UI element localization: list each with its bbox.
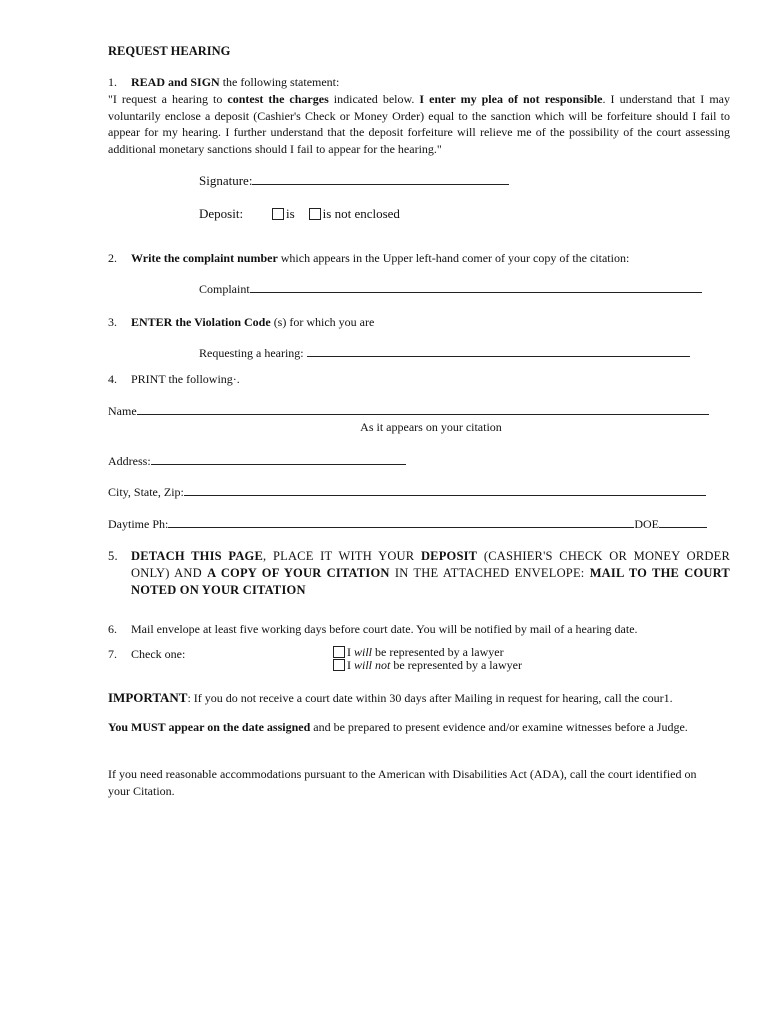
section-5-instructions: 5. DETACH THIS PAGE, PLACE IT WITH YOUR DEPOSIT (CASHIER'S CHECK OR MONEY ORDER ONLY) AND A COPY OF YOUR CITATION IN THE ATTACHED ENVELOPE: MAIL TO THE COURT NOTED ON YOUR CITATION <box>108 549 730 597</box>
plea-statement: "I request a hearing to contest the charges indicated below. I enter my plea of not responsible. I understand that I may voluntarily enclose a deposit (Cashier's Check or Money Order) equal to the sanction which will be forfeiture should I fail to appear for my hearing. I further understand that the deposit forfeiture will relieve me of the possibility of the court assessing additional monetary sanctions should I fail to appear for the hearing." <box>108 92 730 156</box>
deposit-is-checkbox[interactable] <box>272 208 284 220</box>
complaint-row: Complaint <box>199 280 719 298</box>
must-appear-notice: You MUST appear on the date assigned and be prepared to present evidence and/or examine witnesses before a Judge. <box>108 720 688 734</box>
section-7: 7. Check one: <box>108 647 186 661</box>
ada-notice: If you need reasonable accommodations pursuant to the American with Disabilities Act (ADA), call the court identified on your Citation. <box>108 767 697 798</box>
address-row: Address: <box>108 452 428 470</box>
form-title: REQUEST HEARING <box>108 44 231 58</box>
violation-code-field[interactable] <box>307 344 690 357</box>
will-be-represented-checkbox[interactable] <box>333 646 345 658</box>
doe-field[interactable] <box>659 515 707 528</box>
lawyer-option-will: I will be represented by a lawyer <box>333 646 633 659</box>
phone-row: Daytime Ph: DOE <box>108 515 728 533</box>
signature-row: Signature: <box>199 172 529 190</box>
lawyer-option-will-not: I will not be represented by a lawyer <box>333 659 633 672</box>
section-1-heading: 1. READ and SIGN the following statement: <box>108 75 340 89</box>
deposit-row: Deposit: is is not enclosed <box>199 206 400 221</box>
section-4-heading: 4. PRINT the following·. <box>108 372 240 386</box>
name-field[interactable] <box>137 402 709 415</box>
signature-field[interactable] <box>252 172 509 185</box>
name-row: Name <box>108 402 718 420</box>
lawyer-options <box>333 646 633 672</box>
city-state-zip-field[interactable] <box>184 483 706 496</box>
name-note: As it appears on your citation <box>360 420 502 434</box>
section-3-heading: 3. ENTER the Violation Code (s) for which you are <box>108 315 375 329</box>
daytime-phone-field[interactable] <box>168 515 634 528</box>
important-notice: IMPORTANT: If you do not receive a court date within 30 days after Mailing in request for hearing, call the cour1. <box>108 690 673 705</box>
section-2-heading: 2. Write the complaint number which appears in the Upper left-hand comer of your copy of the citation: <box>108 251 630 265</box>
complaint-field[interactable] <box>250 280 702 293</box>
violation-code-row: Requesting a hearing: <box>199 344 709 362</box>
city-state-zip-row: City, State, Zip: <box>108 483 723 501</box>
will-not-be-represented-checkbox[interactable] <box>333 659 345 671</box>
deposit-is-not-checkbox[interactable] <box>309 208 321 220</box>
address-field[interactable] <box>151 452 406 465</box>
section-6: 6. Mail envelope at least five working days before court date. You will be notified by mail of a hearing date. <box>108 622 638 636</box>
